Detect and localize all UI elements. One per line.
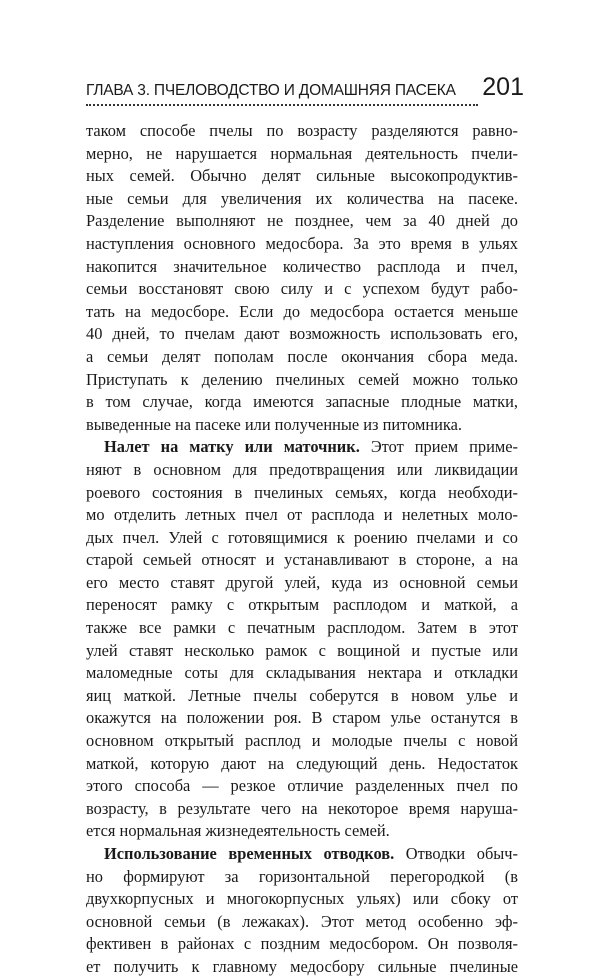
header-dotted-rule [86,104,478,106]
text-line: ется нормальная жизнедеятельность семей. [86,821,390,841]
text-line: улей ставят несколько рамок с вощиной и пустые или [86,640,518,660]
text-line: яиц маткой. Летные пчелы соберутся в новом улье и [86,685,518,705]
text-line: основном открытый расплод и молодые пчелы с новой [86,731,518,751]
text-line: Разделение выполняют не позднее, чем за 40 дней до [86,211,518,231]
text-line: фективен в районах с поздним медосбором. Он позволя- [86,934,518,954]
paragraph-first-line [86,843,518,866]
text-line: ные семьи для увеличения их количества на пасеке. [86,188,518,208]
text-line: окажутся на положении роя. В старом улье останутся в [86,708,518,728]
paragraph-heading: Использование временных отводков. [104,844,395,863]
text-line: его место ставят другой улей, куда из основной семьи [86,572,518,592]
text-fragment: Отводки обыч- [394,844,518,863]
text-line: наступления основного медосбора. За это время в ульях [86,233,518,253]
text-line: в том случае, когда имеются запасные плодные матки, [86,392,518,412]
text-line: таком способе пчелы по возрасту разделяются равно- [86,121,518,140]
text-line: тать на медосборе. Если до медосбора остается меньше [86,301,518,321]
text-line: также все рамки с печатным расплодом. Затем в этот [86,618,518,638]
text-line: роевого состояния в пчелиных семьях, когда необходи- [86,482,518,502]
text-line: двухкорпусных и многокорпусных ульях) или сбоку от [86,889,518,909]
text-line: выведенные на пасеке или полученные из питомника. [86,414,462,434]
text-line: маломедные соты для складывания нектара и откладки [86,663,518,683]
text-line: мо отделить летных пчел от расплода и нелетных моло- [86,505,518,525]
paragraph-heading: Налет на матку или маточник. [104,437,360,457]
text-line: а семьи делят пополам после окончания сбора меда. [86,346,518,366]
text-line: маткой, которую дают на следующий день. Недостаток [86,753,518,773]
text-line: семьи восстановят свою силу и с успехом будут рабо- [86,279,518,299]
text-line: этого способа — резкое отличие разделенных пчел по [86,776,518,796]
text-line: возрасту, в результате чего на некоторое время наруша- [86,798,518,818]
text-line: старой семьей относят и устанавливают в стороне, а на [86,550,518,570]
body-text [86,120,518,979]
text-line: основной семьи (в лежаках). Этот метод особенно эф- [86,911,518,931]
page-number: 201 [482,73,524,101]
running-title: ГЛАВА 3. ПЧЕЛОВОДСТВО И ДОМАШНЯЯ ПАСЕКА [86,82,456,99]
text-line: переносят рамку с открытым расплодом и маткой, а [86,595,518,615]
running-head [86,72,524,102]
paragraph-first-line [86,436,518,459]
text-line: ет получить к главному медосбору сильные пчелиные [86,956,518,976]
text-line: ных семей. Обычно делят сильные высокопродуктив- [86,166,518,186]
text-line: но формируют за горизонтальной перегородкой (в [86,866,518,886]
text-line: 40 дней, то пчелам дают возможность использовать его, [86,324,518,344]
text-line: мерно, не нарушается нормальная деятельность пчели- [86,143,518,163]
text-line: Приступать к делению пчелиных семей можно только [86,369,518,389]
text-line: няют в основном для предотвращения или ликвидации [86,459,518,479]
text-line: накопится значительное количество расплода и пчел, [86,256,518,276]
text-line: дых пчел. Улей с готовящимися к роению пчелами и со [86,527,518,547]
text-fragment: Этот прием приме- [359,437,518,457]
